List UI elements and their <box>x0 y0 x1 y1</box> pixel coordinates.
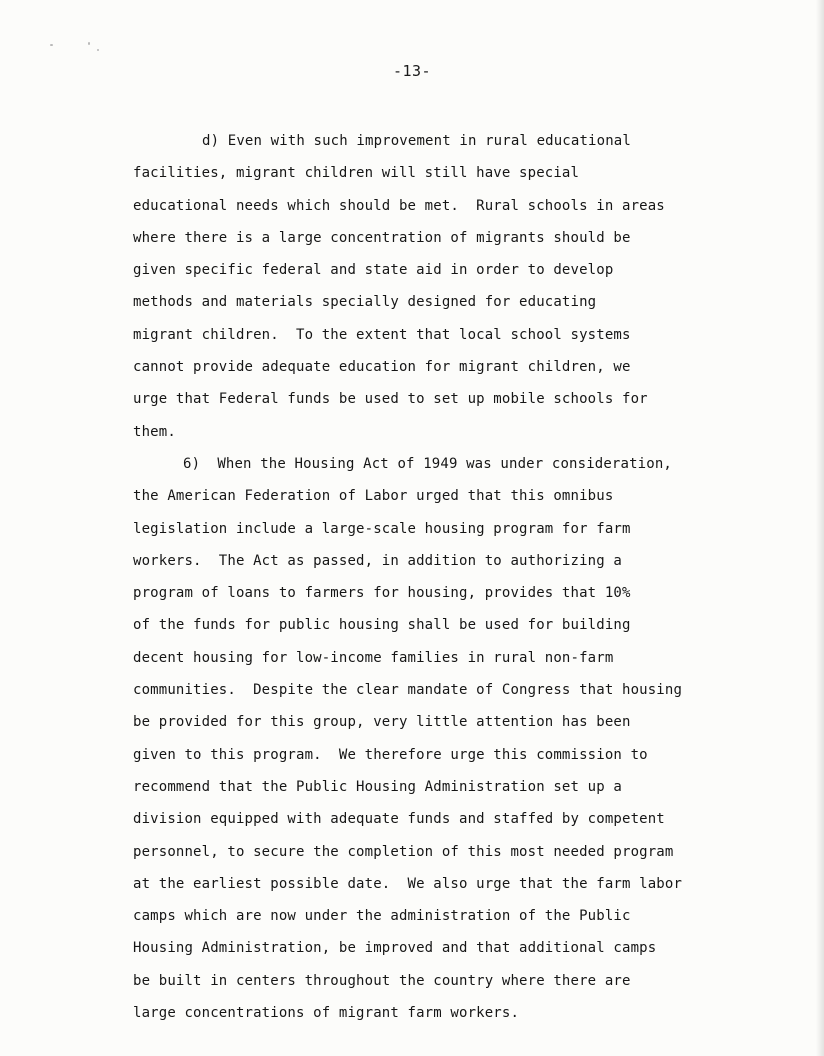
paragraph-d-line: them. <box>133 423 176 440</box>
paragraph-6-line: of the funds for public housing shall be used for building <box>133 617 631 634</box>
paragraph-6-line: program of loans to farmers for housing, provides that 10% <box>133 585 631 602</box>
paragraph-6-line: camps which are now under the administration of the Public <box>133 908 631 925</box>
paper-speck <box>50 44 53 46</box>
paragraph-6-line: be provided for this group, very little attention has been <box>133 714 631 731</box>
paragraph-6-line: 6) When the Housing Act of 1949 was under consideration, <box>183 455 672 472</box>
paragraph-6-line: the American Federation of Labor urged that this omnibus <box>133 488 614 505</box>
paragraph-6-line: decent housing for low-income families in rural non-farm <box>133 649 614 666</box>
paragraph-6-line: at the earliest possible date. We also urge that the farm labor <box>133 875 683 892</box>
paragraph-d-line: cannot provide adequate education for migrant children, we <box>133 359 631 376</box>
paragraph-d-line: facilities, migrant children will still have special <box>133 165 580 182</box>
paragraph-d-line: d) Even with such improvement in rural educational <box>202 133 631 149</box>
paper-speck <box>88 42 90 45</box>
body-text <box>133 125 773 1029</box>
paragraph-6-line: given to this program. We therefore urge this commission to <box>133 746 648 763</box>
paragraph-6-line: Housing Administration, be improved and that additional camps <box>133 940 657 957</box>
paragraph-d-line: educational needs which should be met. Rural schools in areas <box>133 197 665 214</box>
paragraph-d-line: urge that Federal funds be used to set up mobile schools for <box>133 391 648 408</box>
paragraph-6-line: workers. The Act as passed, in addition to authorizing a <box>133 552 622 569</box>
paragraph-6-line: division equipped with adequate funds and staffed by competent <box>133 811 665 828</box>
paragraph-6-line: large concentrations of migrant farm workers. <box>133 1005 520 1022</box>
paragraph-6-line: communities. Despite the clear mandate of Congress that housing <box>133 682 683 699</box>
paragraph-6-line: recommend that the Public Housing Administration set up a <box>133 778 622 795</box>
paragraph-d-line: methods and materials specially designed for educating <box>133 294 597 311</box>
paragraph-d-line: migrant children. To the extent that local school systems <box>133 326 631 343</box>
page-number: -13- <box>392 62 432 80</box>
paragraph-d-line: given specific federal and state aid in order to develop <box>133 262 614 279</box>
paragraph-6-line: be built in centers throughout the country where there are <box>133 972 631 989</box>
page-edge-shadow <box>816 0 824 1056</box>
paragraph-d-line: where there is a large concentration of migrants should be <box>133 229 631 246</box>
paper-speck <box>97 49 99 51</box>
paragraph-6-line: legislation include a large-scale housing program for farm <box>133 520 631 537</box>
paragraph-6-line: personnel, to secure the completion of this most needed program <box>133 843 674 860</box>
